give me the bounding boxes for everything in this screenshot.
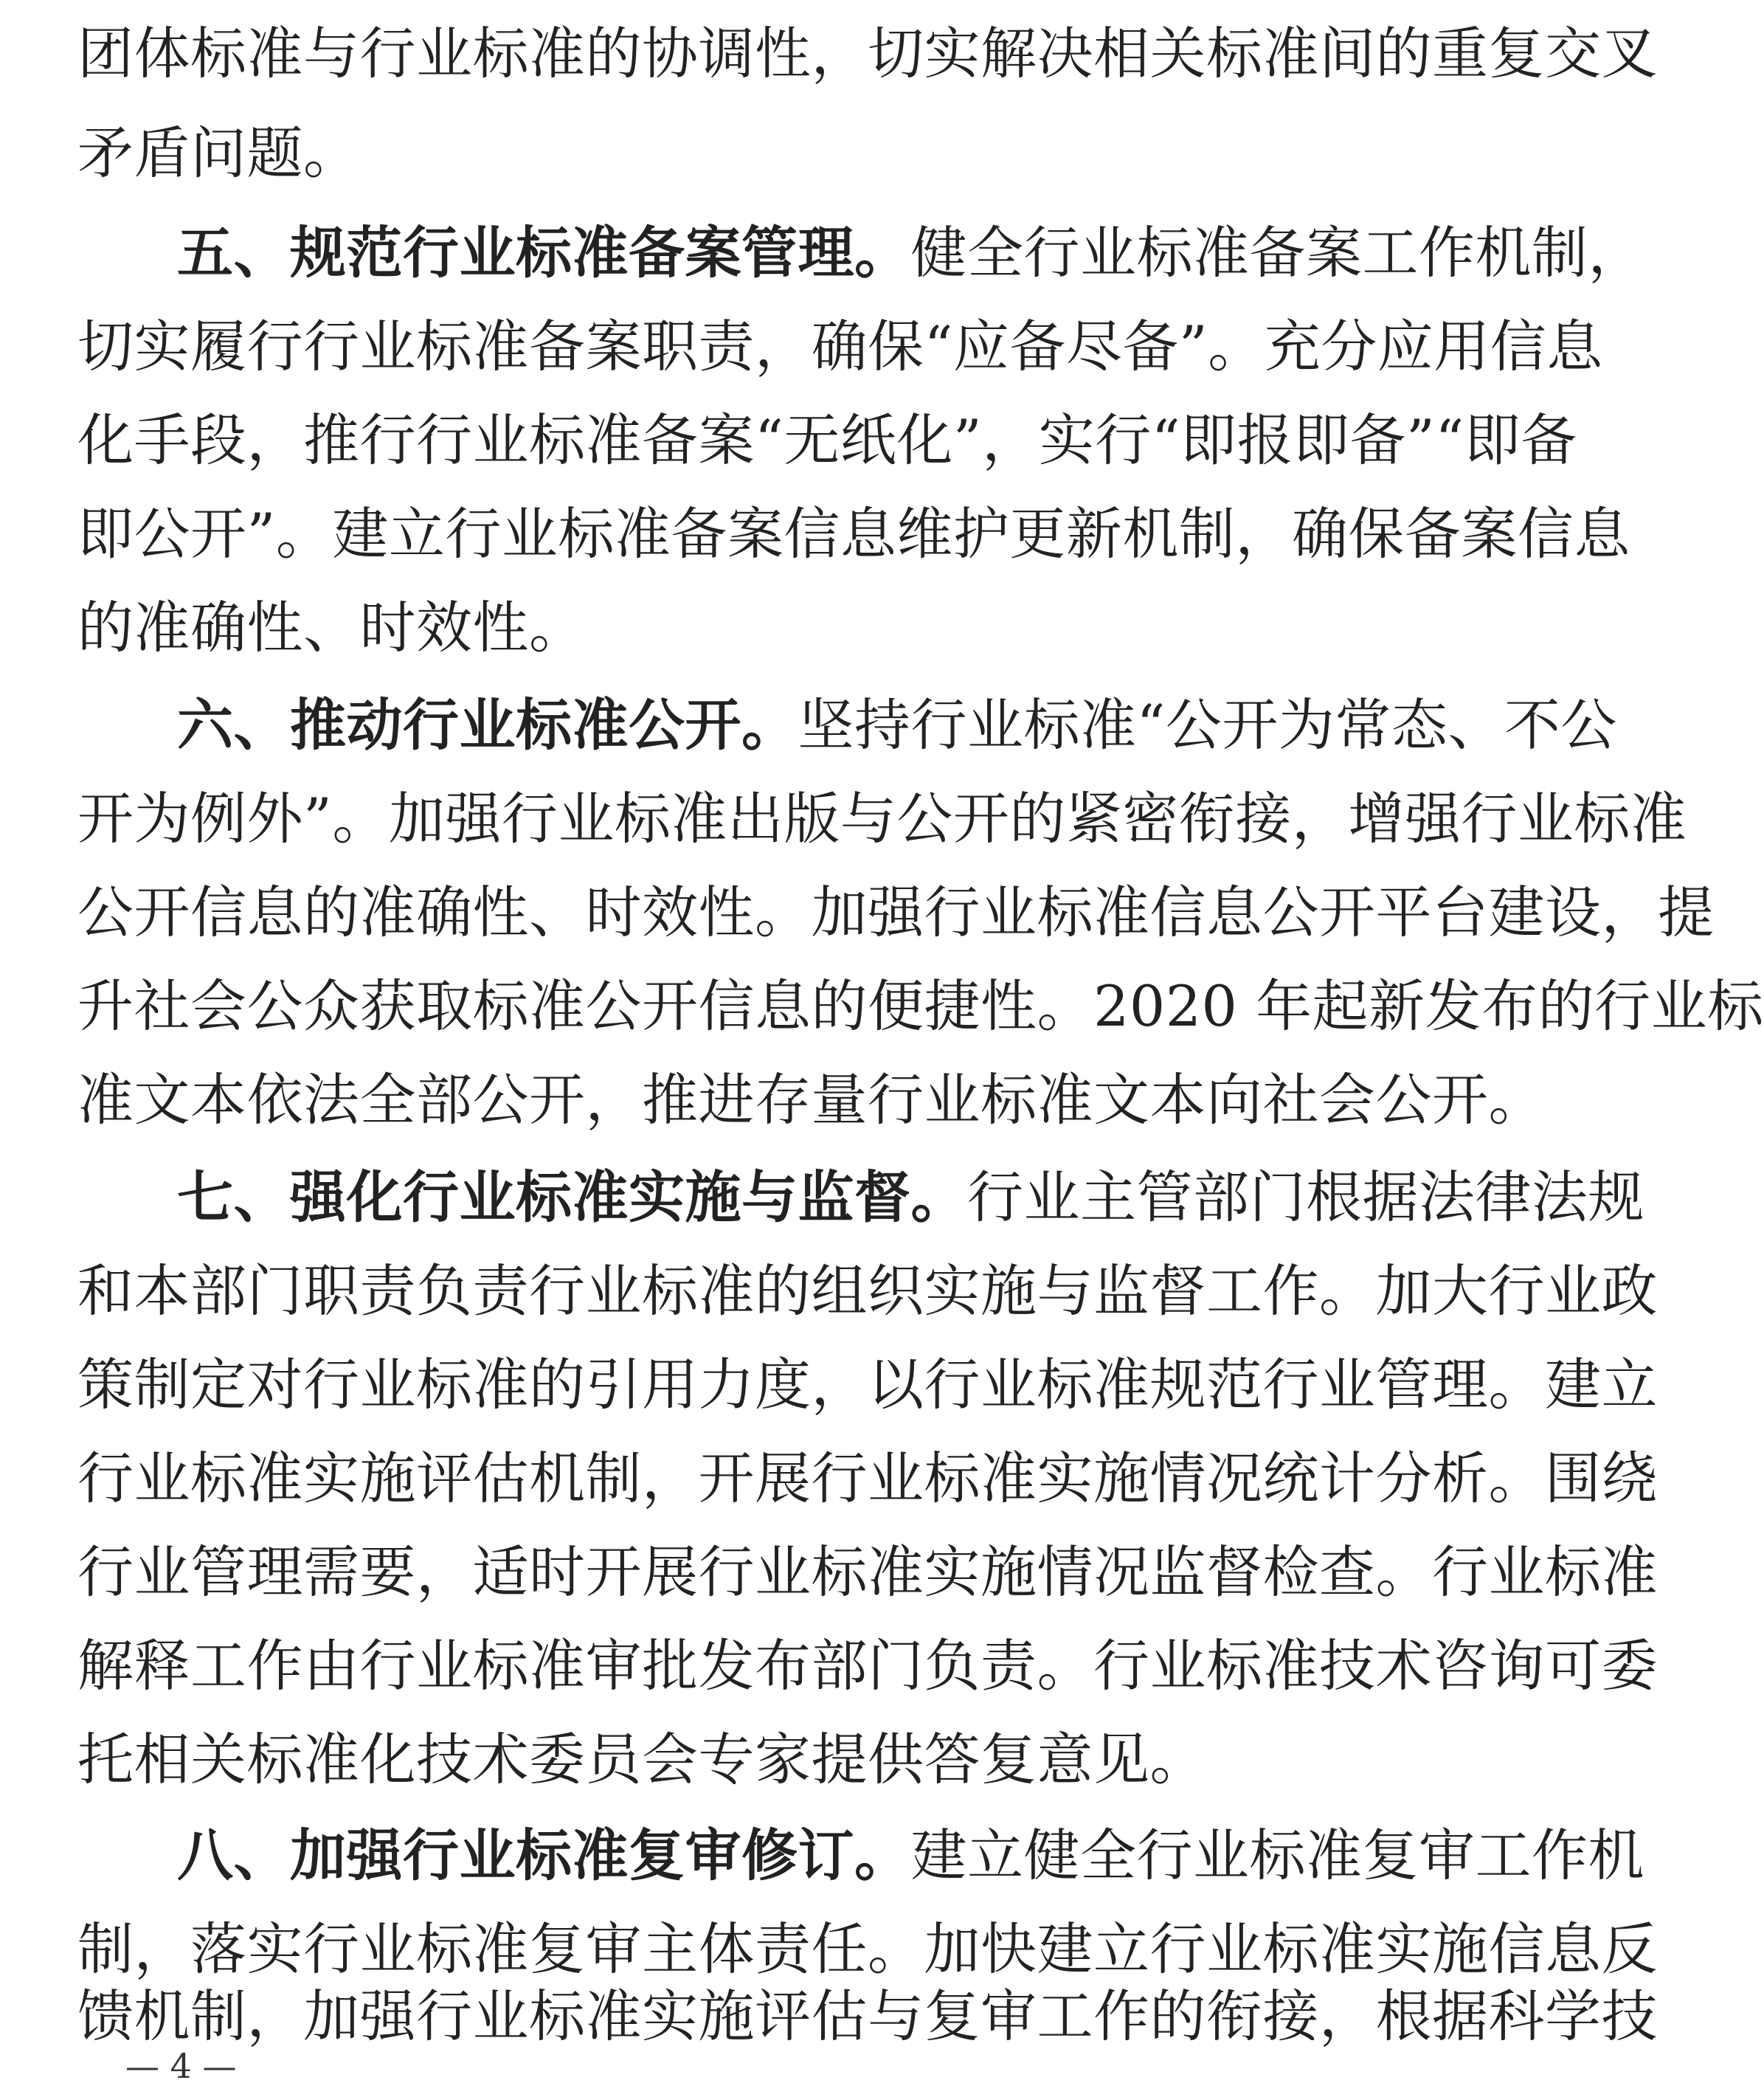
paragraph-line: 即公开”。建立行业标准备案信息维护更新机制，确保备案信息 [77,501,1630,567]
page-number: — 4 — [125,2046,237,2086]
paragraph-text: 行业主管部门根据法律法规 [967,1164,1644,1230]
paragraph-line: 策制定对行业标准的引用力度，以行业标准规范行业管理。建立 [77,1352,1658,1417]
section-heading: 五、规范行业标准备案管理。 [177,220,911,286]
paragraph-line: 公开信息的准确性、时效性。加强行业标准信息公开平台建设，提 [77,880,1715,945]
paragraph-line: 准文本依法全部公开，推进存量行业标准文本向社会公开。 [77,1067,1545,1133]
paragraph-line: 制，落实行业标准复审主体责任。加快建立行业标准实施信息反 [77,1916,1658,1982]
paragraph-line: 解释工作由行业标准审批发布部门负责。行业标准技术咨询可委 [77,1633,1658,1699]
paragraph-first-line [177,1151,1644,1243]
paragraph-line: 行业标准实施评估机制，开展行业标准实施情况统计分析。围绕 [77,1445,1658,1511]
paragraph-first-line [177,679,1617,771]
paragraph-line: 化手段，推行行业标准备案“无纸化”，实行“即报即备”“即备 [77,407,1577,473]
section-heading: 七、强化行业标准实施与监督。 [177,1164,967,1230]
paragraph-first-line [177,207,1644,299]
paragraph-line: 馈机制，加强行业标准实施评估与复审工作的衔接，根据科学技 [77,1983,1658,2049]
paragraph-text: 健全行业标准备案工作机制， [910,220,1644,286]
paragraph-line: 的准确性、时效性。 [77,595,586,660]
paragraph-line: 团体标准与行业标准的协调性，切实解决相关标准间的重复交叉 [77,21,1658,86]
paragraph-line: 升社会公众获取标准公开信息的便捷性。2020 年起新发布的行业标 [77,973,1764,1039]
paragraph-first-line [177,1809,1644,1901]
paragraph-line: 开为例外”。加强行业标准出版与公开的紧密衔接，增强行业标准 [77,786,1687,851]
paragraph-line: 和本部门职责负责行业标准的组织实施与监督工作。加大行业政 [77,1258,1658,1324]
paragraph-text: 建立健全行业标准复审工作机 [910,1823,1644,1888]
paragraph-line: 行业管理需要，适时开展行业标准实施情况监督检查。行业标准 [77,1539,1658,1605]
paragraph-line: 矛盾问题。 [77,120,360,186]
section-heading: 八、加强行业标准复审修订。 [177,1823,911,1888]
section-heading: 六、推动行业标准公开。 [177,692,798,758]
paragraph-line: 切实履行行业标准备案职责，确保“应备尽备”。充分应用信息 [77,314,1603,379]
paragraph-line: 托相关标准化技术委员会专家提供答复意见。 [77,1727,1206,1792]
paragraph-text: 坚持行业标准“公开为常态、不公 [798,692,1617,758]
